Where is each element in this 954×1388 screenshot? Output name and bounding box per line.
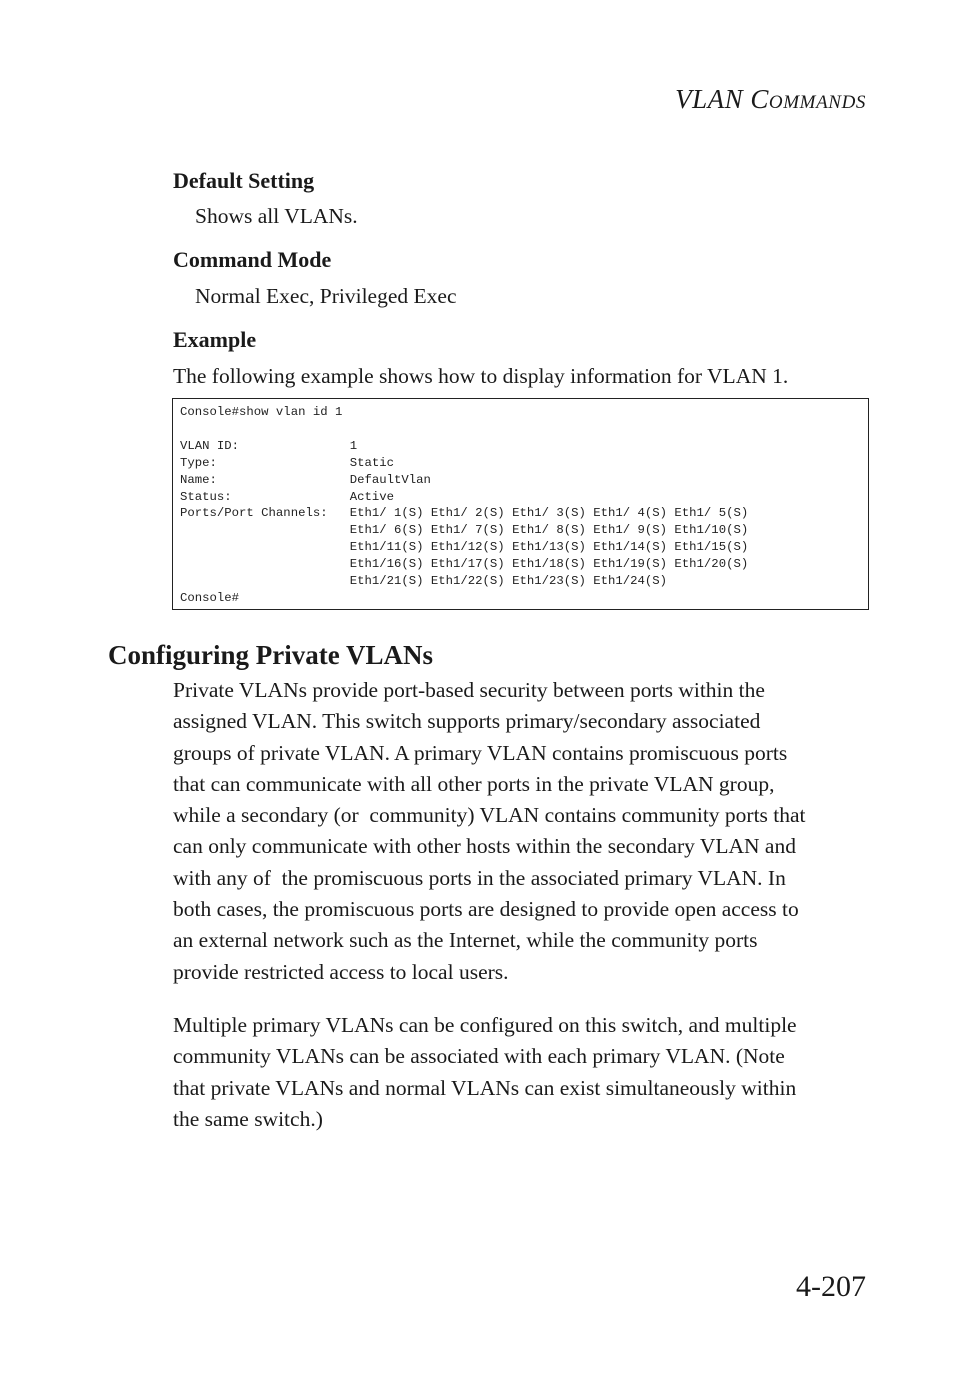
default-setting-text: Shows all VLANs. xyxy=(195,204,358,228)
running-head-main: VLAN C xyxy=(675,84,769,114)
paragraph-line: groups of private VLAN. A primary VLAN contains promiscuous ports xyxy=(173,740,788,765)
paragraph-line: that can communicate with all other ports in the private VLAN group, xyxy=(173,771,775,796)
paragraph-line: with any of the promiscuous ports in the associated primary VLAN. In xyxy=(173,865,786,890)
command-mode-text: Normal Exec, Privileged Exec xyxy=(195,284,457,308)
console-line: Eth1/ 6(S) Eth1/ 7(S) Eth1/ 8(S) Eth1/ 9(S) Eth1/10(S) xyxy=(180,523,749,538)
paragraph-line: community VLANs can be associated with each primary VLAN. (Note xyxy=(173,1044,785,1069)
paragraph-line: assigned VLAN. This switch supports primary/secondary associated xyxy=(173,709,761,734)
running-head-small-caps: OMMANDS xyxy=(768,92,866,113)
paragraph-line: provide restricted access to local users. xyxy=(173,959,509,984)
console-output xyxy=(180,404,748,607)
paragraph-line: while a secondary (or community) VLAN contains community ports that xyxy=(173,803,806,828)
section-title: Configuring Private VLANs xyxy=(108,640,434,670)
console-line: Console# xyxy=(180,590,240,605)
command-mode-heading: Command Mode xyxy=(173,247,332,272)
console-line: Eth1/21(S) Eth1/22(S) Eth1/23(S) Eth1/24(S) xyxy=(180,574,668,589)
example-intro: The following example shows how to display information for VLAN 1. xyxy=(173,364,789,388)
console-line: Eth1/11(S) Eth1/12(S) Eth1/13(S) Eth1/14(S) Eth1/15(S) xyxy=(180,540,749,555)
section-paragraph-1 xyxy=(173,675,873,988)
default-setting-heading: Default Setting xyxy=(173,168,315,193)
paragraph-line: can only communicate with other hosts within the secondary VLAN and xyxy=(173,834,796,859)
paragraph-line: that private VLANs and normal VLANs can exist simultaneously within xyxy=(173,1075,797,1100)
paragraph-line: both cases, the promiscuous ports are designed to provide open access to xyxy=(173,897,799,922)
section-paragraph-2 xyxy=(173,1010,873,1135)
paragraph-line: the same switch.) xyxy=(173,1106,323,1131)
console-line: Status: Active xyxy=(180,489,395,504)
running-head xyxy=(675,84,866,115)
console-line: Ports/Port Channels: Eth1/ 1(S) Eth1/ 2(S) Eth1/ 3(S) Eth1/ 4(S) Eth1/ 5(S) xyxy=(180,506,749,521)
console-line: Name: DefaultVlan xyxy=(180,472,431,487)
console-line: Type: Static xyxy=(180,455,395,470)
console-line: Console#show vlan id 1 xyxy=(180,405,343,419)
paragraph-line: an external network such as the Internet, while the community ports xyxy=(173,928,758,953)
page-number: 4-207 xyxy=(796,1270,866,1303)
console-line: Eth1/16(S) Eth1/17(S) Eth1/18(S) Eth1/19(S) Eth1/20(S) xyxy=(180,557,749,572)
paragraph-line: Multiple primary VLANs can be configured on this switch, and multiple xyxy=(173,1013,797,1037)
console-output-box xyxy=(172,398,869,610)
console-line: VLAN ID: 1 xyxy=(180,438,358,453)
example-heading: Example xyxy=(173,327,257,352)
paragraph-line: Private VLANs provide port-based security between ports within the xyxy=(173,678,765,702)
